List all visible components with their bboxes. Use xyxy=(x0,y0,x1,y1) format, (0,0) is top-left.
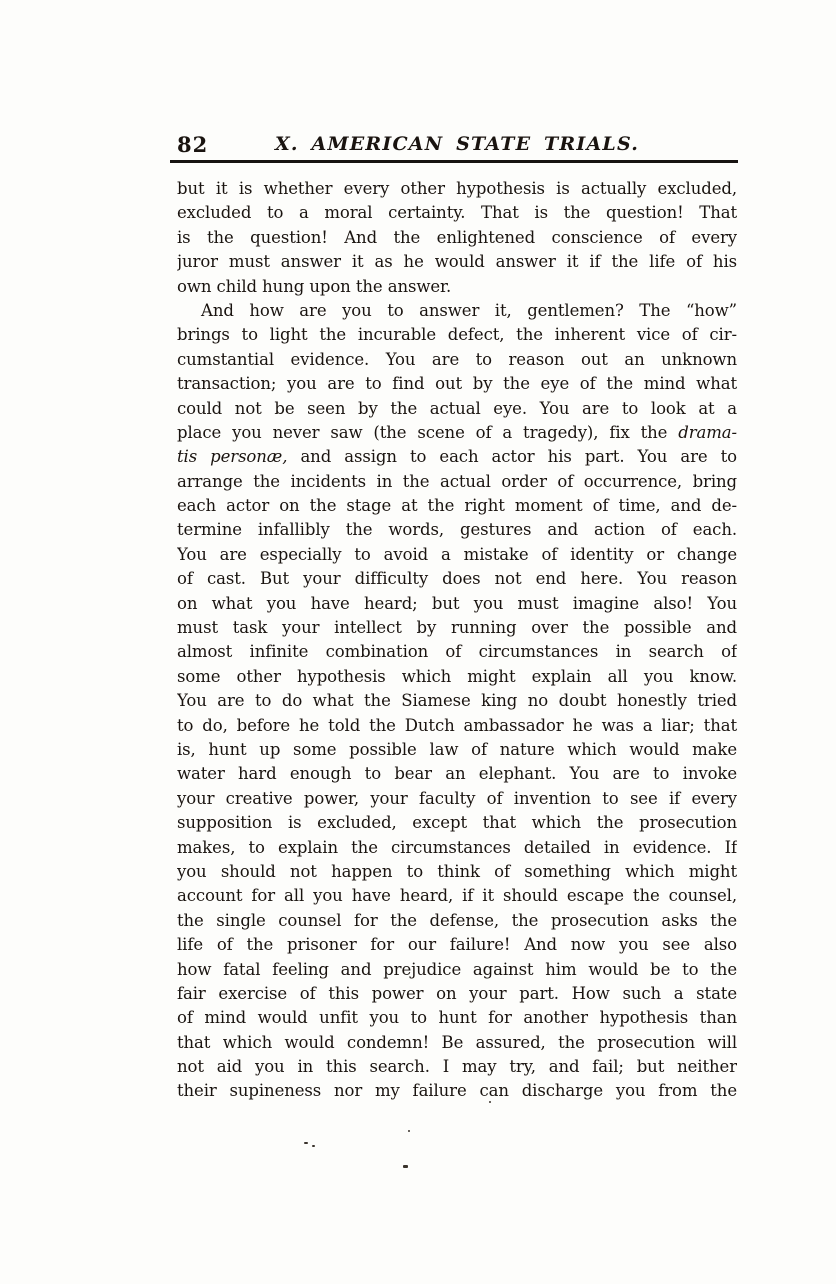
text-segment: account for all you have heard, if it should escape the counsel, xyxy=(177,886,737,906)
text-line xyxy=(177,616,737,640)
text-line xyxy=(177,714,737,738)
text-line xyxy=(177,250,737,274)
text-line xyxy=(177,665,737,689)
text-line xyxy=(177,226,737,250)
text-segment: is the question! And the enlightened conscience of every xyxy=(177,227,737,247)
text-line xyxy=(177,836,737,860)
text-line xyxy=(177,884,737,908)
text-segment: You are especially to avoid a mistake of identity or change xyxy=(177,544,737,564)
text-segment: you should not happen to think of something which might xyxy=(177,861,737,881)
page-title: X. AMERICAN STATE TRIALS. xyxy=(274,133,640,155)
text-segment: transaction; you are to find out by the eye of the mind what xyxy=(177,374,737,394)
text-line xyxy=(177,323,737,347)
text-segment: juror must answer it as he would answer it if the life of his xyxy=(177,252,737,272)
text-line xyxy=(177,860,737,884)
text-segment: to do, before he told the Dutch ambassador he was a liar; that xyxy=(177,715,737,735)
text-line xyxy=(177,1031,737,1055)
text-line xyxy=(177,592,737,616)
text-line xyxy=(177,567,737,591)
text-segment: could not be seen by the actual eye. You are to look at a xyxy=(177,398,737,418)
text-segment: supposition is excluded, except that which the prosecution xyxy=(177,813,737,833)
text-line xyxy=(177,397,737,421)
text-line xyxy=(177,1055,737,1079)
text-line xyxy=(177,348,737,372)
text-line xyxy=(177,445,737,469)
text-line xyxy=(177,275,737,299)
paragraph xyxy=(177,299,737,1104)
body-text xyxy=(177,177,737,1104)
text-line xyxy=(177,640,737,664)
text-segment: but it is whether every other hypothesis is actually excluded, xyxy=(177,179,737,198)
text-segment: the single counsel for the defense, the prosecution asks the xyxy=(177,910,737,930)
text-line xyxy=(177,177,737,201)
text-line xyxy=(177,543,737,567)
text-segment: your creative power, your faculty of invention to see if every xyxy=(177,788,737,808)
text-segment: water hard enough to bear an elephant. You are to invoke xyxy=(177,764,737,784)
text-segment: must task your intellect by running over the possible and xyxy=(177,618,737,638)
text-line xyxy=(177,958,737,982)
text-line xyxy=(177,518,737,542)
text-segment: their supineness nor my failure can discharge you from the xyxy=(177,1081,737,1101)
scan-speck xyxy=(489,1101,491,1103)
text-segment: of cast. But your difficulty does not end here. You reason xyxy=(177,569,737,589)
text-segment: is, hunt up some possible law of nature which would make xyxy=(177,739,737,759)
text-line xyxy=(177,1006,737,1030)
text-segment: each actor on the stage at the right moment of time, and de- xyxy=(177,496,737,516)
scan-speck xyxy=(403,1165,408,1168)
text-segment: And how are you to answer it, gentlemen? The “how” xyxy=(201,300,737,320)
scan-speck xyxy=(408,1130,410,1132)
text-segment: cumstantial evidence. You are to reason out an unknown xyxy=(177,349,737,369)
italic-text: tis personæ, xyxy=(177,447,288,467)
text-line xyxy=(177,933,737,957)
text-line xyxy=(177,372,737,396)
text-segment: brings to light the incurable defect, the inherent vice of cir- xyxy=(177,325,737,345)
text-segment: termine infallibly the words, gestures and action of each. xyxy=(177,520,737,540)
page-number: 82 xyxy=(177,132,209,157)
text-line xyxy=(177,470,737,494)
text-line xyxy=(177,201,737,225)
text-segment: fair exercise of this power on your part. How such a state xyxy=(177,983,737,1003)
text-line xyxy=(177,299,737,323)
text-segment: not aid you in this search. I may try, and fail; but neither xyxy=(177,1057,737,1077)
text-segment: makes, to explain the circumstances detailed in evidence. If xyxy=(177,837,737,857)
text-segment: almost infinite combination of circumstances in search of xyxy=(177,642,737,662)
text-segment: on what you have heard; but you must imagine also! You xyxy=(177,593,737,613)
header-rule xyxy=(170,160,738,163)
text-segment: You are to do what the Siamese king no doubt honestly tried xyxy=(177,691,737,711)
text-line xyxy=(177,1079,737,1103)
text-segment: excluded to a moral certainty. That is the question! That xyxy=(177,203,737,223)
text-line xyxy=(177,811,737,835)
text-segment: place you never saw (the scene of a tragedy), fix the xyxy=(177,422,679,442)
italic-text: drama- xyxy=(678,422,737,442)
text-line xyxy=(177,762,737,786)
text-line xyxy=(177,421,737,445)
text-segment: how fatal feeling and prejudice against him would be to the xyxy=(177,959,737,979)
text-line xyxy=(177,909,737,933)
scan-speck xyxy=(312,1145,315,1147)
text-segment: that which would condemn! Be assured, the prosecution will xyxy=(177,1032,737,1052)
text-line xyxy=(177,738,737,762)
text-segment: and assign to each actor his part. You are to xyxy=(287,447,737,467)
text-line xyxy=(177,982,737,1006)
text-segment: arrange the incidents in the actual order of occurrence, bring xyxy=(177,471,737,491)
text-segment: of mind would unfit you to hunt for another hypothesis than xyxy=(177,1008,737,1028)
text-segment: own child hung upon the answer. xyxy=(177,276,452,296)
text-line xyxy=(177,689,737,713)
scan-speck xyxy=(304,1142,308,1144)
text-segment: life of the prisoner for our failure! And now you see also xyxy=(177,935,737,955)
running-header xyxy=(177,130,737,160)
paragraph xyxy=(177,177,737,299)
text-line xyxy=(177,787,737,811)
text-segment: some other hypothesis which might explain all you know. xyxy=(177,666,737,686)
text-line xyxy=(177,494,737,518)
